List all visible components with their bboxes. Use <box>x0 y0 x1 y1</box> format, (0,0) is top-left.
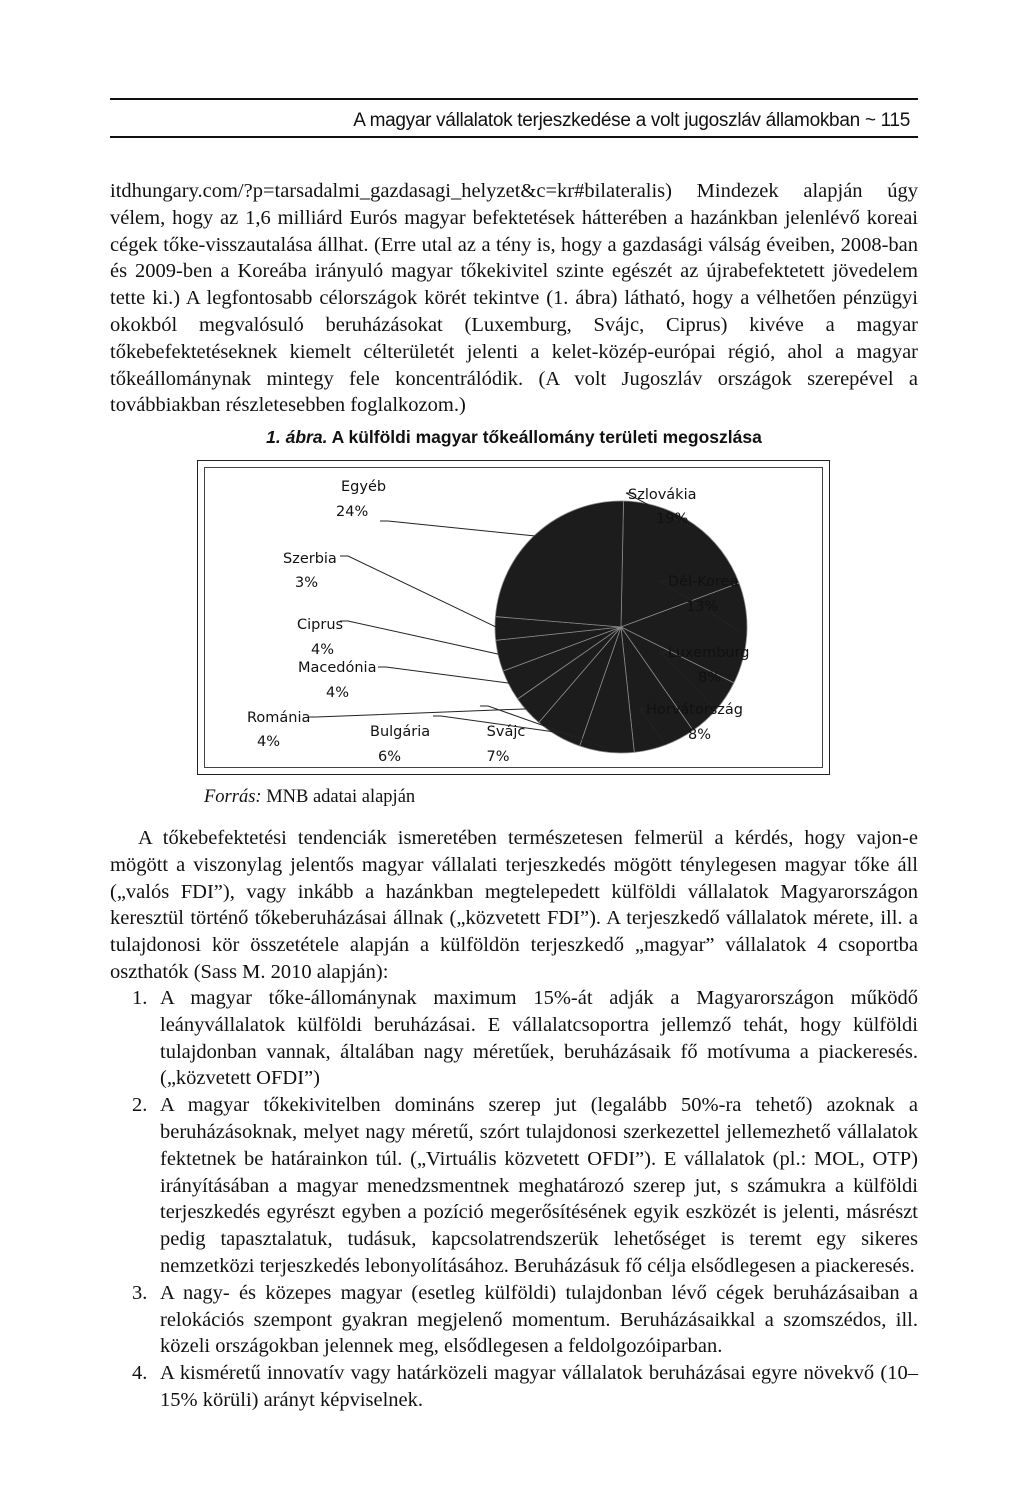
slice-label-name: Románia <box>247 710 311 726</box>
leader-line-románia <box>308 709 530 717</box>
source-text: MNB adatai alapján <box>266 787 416 807</box>
slice-label-value: 4% <box>257 734 281 750</box>
slice-label-name: Dél-Korea <box>668 574 739 590</box>
list-item-text: A magyar tőke-állománynak maximum 15%-át adják a Magyarországon működő leányvállalatok külföldi beruházásai. E vállalatcsoportra jellemző tehát, hogy külföldi tulajdonban vannak, általában nagy méretűek, beruházásaik fő motívuma a piackeresés. („közvetett OFDI”) <box>160 987 918 1090</box>
slice-label-value: 8% <box>688 727 712 743</box>
list-item-number: 2. <box>132 1094 148 1117</box>
leader-line-egyéb <box>380 521 539 536</box>
slice-label-name: Ciprus <box>297 617 344 633</box>
paragraph-main: A tőkebefektetési tendenciák ismeretében természetesen felmerül a kérdés, hogy vajon-e mögött a viszonylag jelentős magyar vállalati terjeszkedés mögött ténylegesen magyar tőke áll („valós FDI”), vagy inkább a hazánkban megtelepedett külföldi vállalatok Magyarországon keresztül történő tőkeberuházásai állnak („közvetett FDI”). A terjeszkedő vállalatok mérete, ill. a tulajdonosi kör összetétele alapján a külföldön terjeszkedő „magyar” vállalatok 4 csoportba oszthatók (Sass M. 2010 alapján): <box>110 827 918 983</box>
slice-label-name: Luxemburg <box>668 645 750 661</box>
slice-label-name: Egyéb <box>341 479 387 495</box>
list-item-text: A kisméretű innovatív vagy határközeli magyar vállalatok beruházásai egyre növekvő (10–15% körüli) arányt képviselnek. <box>160 1362 918 1411</box>
figure-title: A külföldi magyar tőkeállomány területi megoszlása <box>331 427 762 447</box>
slice-label-name: Szlovákia <box>628 487 697 503</box>
list-item-text: A magyar tőkekivitelben domináns szerep jut (legalább 50%-ra tehető) azoknak a beruházásoknak, melyet nagy méretű, szórt tulajdonosi szerkezettel jellemezhető vállalatok fektetnek be határainkon túl. („Virtuális közvetett OFDI”). E vállalatok (pl.: MOL, OTP) irányításában a magyar menedzsmentnek meghatározó szerep jut, s számukra a külföldi terjeszkedés egyrészt egyben a pozíció megerősítésének egyik eszközét is jelenti, másrészt pedig tapasztalatuk, tudásuk, kapcsolatrendszerük lehetőséget is teremt egy sikeres nemzetközi terjeszkedés lebonyolításához. Beruházásuk fő célja elsődlegesen a piackeresés. <box>160 1094 918 1277</box>
list-item <box>120 1092 918 1280</box>
list-item <box>120 1360 918 1414</box>
leader-line-ciprus <box>340 621 502 655</box>
chart-frame <box>197 460 830 775</box>
slice-label-value: 6% <box>378 749 402 765</box>
list-item-number: 3. <box>132 1281 148 1304</box>
slice-label-value: 13% <box>686 599 719 615</box>
figure-caption <box>110 427 918 448</box>
list-item-number: 4. <box>132 1362 148 1385</box>
slice-label-value: 8% <box>698 670 722 686</box>
slice-label-value: 3% <box>295 575 319 591</box>
list-item-text: A nagy- és közepes magyar (esetleg külföldi) tulajdonban lévő cégek beruházásaiban a relokációs szempont gyakran megjelenő momentum. Beruházásaikkal a szomszédos, ill. közeli országokban jelennek meg, elsődlegesen a feldolgozóiparban. <box>160 1281 918 1358</box>
running-title: A magyar vállalatok terjeszkedése a volt jugoszláv államokban ~ 115 <box>353 110 910 131</box>
slice-label-value: 24% <box>336 504 369 520</box>
slice-label-name: Horvátország <box>646 702 743 718</box>
leader-line-szerbia <box>340 556 499 628</box>
paragraph-intro: itdhungary.com/?p=tarsadalmi_gazdasagi_helyzet&c=kr#bilateralis) Mindezek alapján úgy vélem, hogy az 1,6 milliárd Eurós magyar befektetések hátterében a hazánkban jelenlévő koreai cégek tőke-visszautalása állhat. (Erre utal az a tény is, hogy a gazdasági válság éveiben, 2008-ban és 2009-ben a Koreába irányuló magyar tőkekivitel szinte egészét az újrabefektetett jövedelem tette ki.) A legfontosabb célországok körét tekintve (1. ábra) látható, hogy a vélhetően pénzügyi okokból megvalósuló beruházásokat (Luxemburg, Svájc, Ciprus) kivéve a magyar tőkebefektetéseknek kiemelt célterületét jelenti a kelet-közép-európai régió, ahol a magyar tőkeállománynak mintegy fele koncentrálódik. (A volt Jugoszláv országok szerepével a továbbiakban részletesebben foglalkozom.) <box>110 180 918 417</box>
source-label: Forrás: <box>204 787 262 807</box>
leader-line-macedónia <box>378 667 513 684</box>
pie-slice-egyéb <box>495 501 623 627</box>
slice-label-name: Svájc <box>486 724 526 740</box>
slice-label-name: Szerbia <box>283 551 337 567</box>
pie-chart <box>198 461 831 776</box>
investor-group-list <box>120 985 918 1414</box>
list-item-number: 1. <box>132 987 148 1009</box>
slice-label-value: 4% <box>311 642 335 658</box>
slice-label-value: 7% <box>486 749 510 765</box>
slice-label-name: Bulgária <box>370 724 431 740</box>
list-item <box>120 985 918 1092</box>
figure-source <box>204 787 415 808</box>
slice-label-value: 4% <box>326 685 350 701</box>
slice-label-value: 19% <box>656 511 689 527</box>
running-header <box>110 98 918 138</box>
list-item <box>120 1280 918 1360</box>
figure-number: 1. ábra. <box>266 427 328 447</box>
slice-label-name: Macedónia <box>298 660 377 676</box>
